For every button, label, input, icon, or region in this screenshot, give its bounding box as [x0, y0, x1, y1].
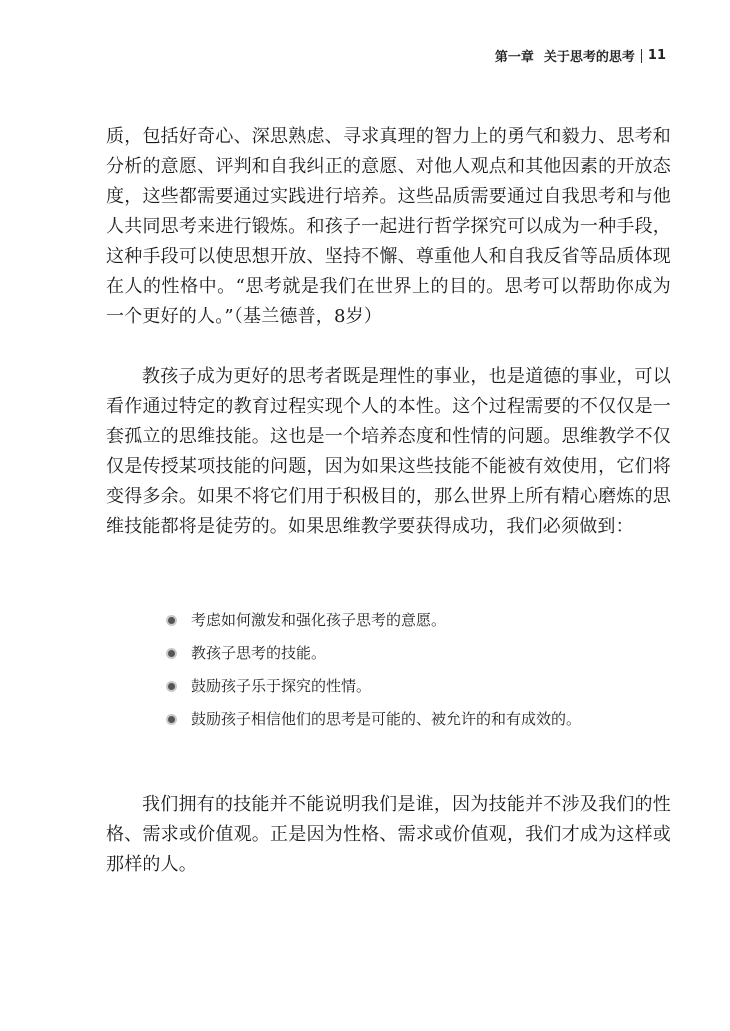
page-number: 11 — [647, 48, 666, 63]
list-item — [168, 703, 648, 736]
list-item — [168, 637, 648, 670]
chapter-title: 关于思考的思考 — [543, 50, 635, 65]
bullet-list — [168, 604, 648, 736]
bullet-icon — [168, 683, 175, 690]
list-item-text: 教孩子思考的技能。 — [191, 644, 327, 662]
chapter-label: 第一章 — [494, 50, 534, 65]
paragraph-2: 教孩子成为更好的思考者既是理性的事业，也是道德的事业，可以看作通过特定的教育过程实现个人的本性。这个过程需要的不仅仅是一套孤立的思维技能。这也是一个培养态度和性情的问题。思维教学不仅仅是传授某项技能的问题，因为如果这些技能不能被有效使用，它们将变得多余。如果不将它们用于积极目的，那么世界上所有精心磨炼的思维技能都将是徒劳的。如果思维教学要获得成功，我们必须做到： — [106, 366, 671, 537]
paragraph-1: 质，包括好奇心、深思熟虑、寻求真理的智力上的勇气和毅力、思考和分析的意愿、评判和自我纠正的意愿、对他人观点和其他因素的开放态度，这些都需要通过实践进行培养。这些品质需要通过自我思考和与他人共同思考来进行锻炼。和孩子一起进行哲学探究可以成为一种手段，这种手段可以使思想开放、坚持不懈、尊重他人和自我反省等品质体现在人的性格中。“思考就是我们在世界上的目的。思考可以帮助你成为一个更好的人。”（基兰德普，8岁） — [106, 126, 671, 327]
list-item-text: 鼓励孩子乐于探究的性情。 — [191, 677, 372, 695]
paragraph-3: 我们拥有的技能并不能说明我们是谁，因为技能并不涉及我们的性格、需求或价值观。正是因为性格、需求或价值观，我们才成为这样或那样的人。 — [106, 794, 671, 875]
list-item-text: 考虑如何激发和强化孩子思考的意愿。 — [191, 611, 447, 629]
bullet-icon — [168, 617, 175, 624]
bullet-icon — [168, 650, 175, 657]
running-head — [495, 46, 666, 65]
header-divider — [641, 49, 642, 63]
list-item — [168, 604, 648, 637]
bullet-icon — [168, 716, 175, 723]
list-item-text: 鼓励孩子相信他们的思考是可能的、被允许的和有成效的。 — [191, 710, 582, 728]
list-item — [168, 670, 648, 703]
